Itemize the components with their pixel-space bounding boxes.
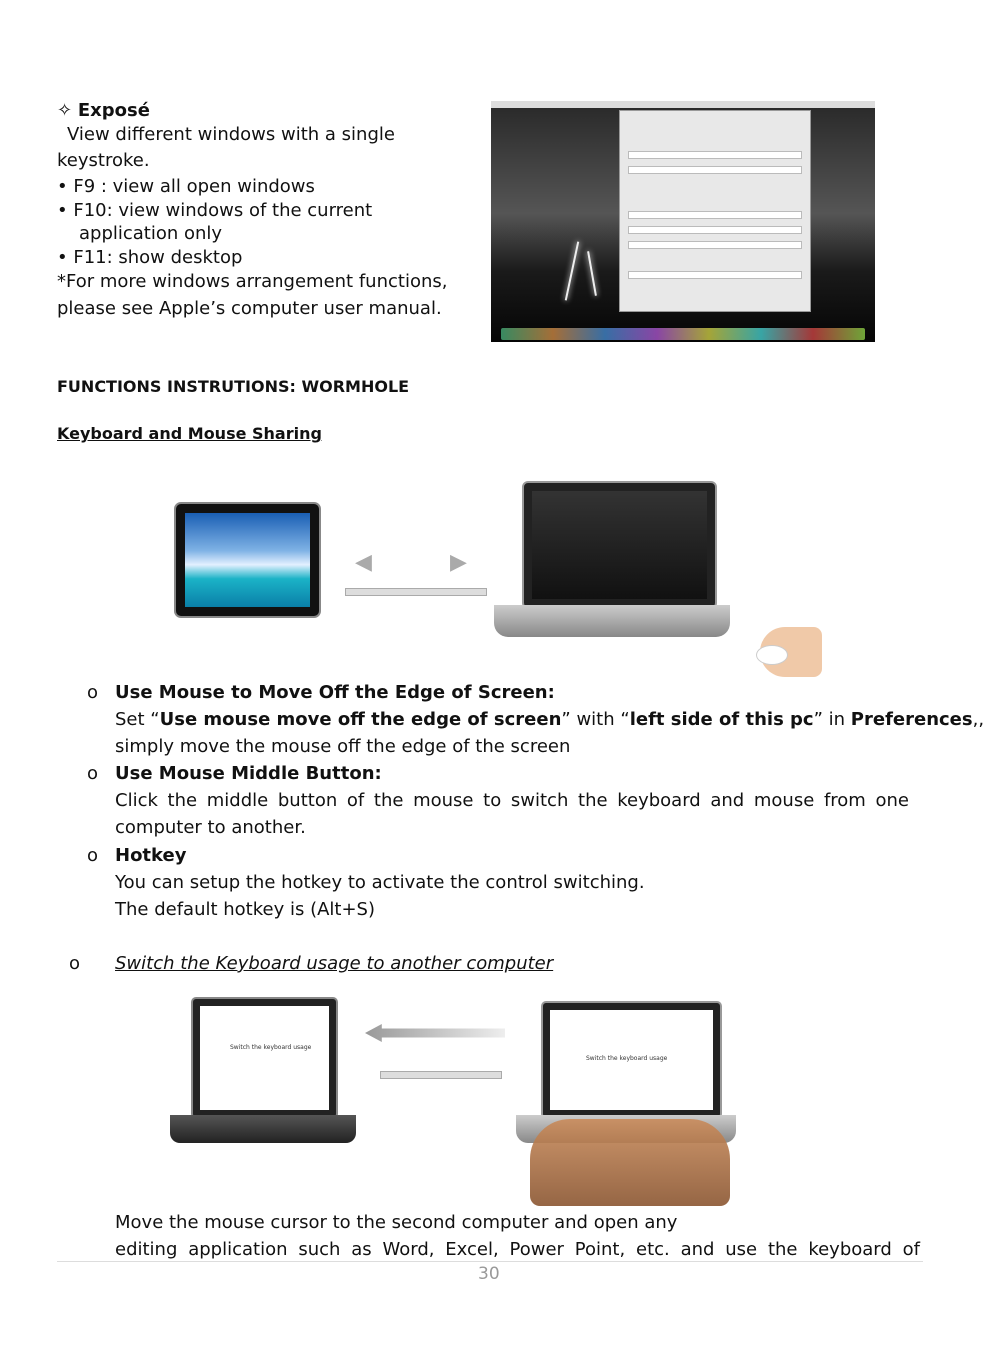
settings-row bbox=[628, 151, 802, 159]
expose-bullet-f11: • F11: show desktop bbox=[57, 247, 243, 268]
closing-line-2: editing application such as Word, Excel, Power Point, etc. and use the keyboard of bbox=[115, 1239, 920, 1260]
switch-item-title: Switch the Keyboard usage to another computer bbox=[115, 953, 554, 974]
keyboard-mouse-sharing-illustration bbox=[170, 475, 825, 678]
settings-row bbox=[628, 241, 802, 249]
text-run-bold: left side of this pc bbox=[629, 709, 814, 730]
closing-line-1: Move the mouse cursor to the second computer and open any bbox=[115, 1212, 678, 1233]
text-run: ,, bbox=[972, 709, 984, 730]
usb-cable bbox=[345, 588, 487, 596]
usb-cable bbox=[380, 1071, 502, 1079]
expose-heading bbox=[57, 99, 150, 123]
expose-bullet-f9: • F9 : view all open windows bbox=[57, 176, 315, 197]
settings-row bbox=[628, 226, 802, 234]
laptop-screen bbox=[550, 1010, 713, 1110]
section-heading: FUNCTIONS INSTRUTIONS: WORMHOLE bbox=[57, 377, 410, 396]
hand-on-mouse bbox=[760, 627, 822, 677]
footer-divider bbox=[57, 1261, 923, 1262]
mac-laptop bbox=[541, 1001, 722, 1119]
arrow-left-icon: ◀ bbox=[355, 550, 372, 575]
expose-note-line-2: please see Apple’s computer user manual. bbox=[57, 298, 442, 319]
text-run: ” in bbox=[813, 709, 851, 730]
preferences-window bbox=[619, 110, 811, 312]
expose-bullet-f10-cont: application only bbox=[79, 223, 223, 244]
item-text: Click the middle button of the mouse to switch the keyboard and mouse from one bbox=[115, 790, 909, 811]
screen-caption: Switch the keyboard usage bbox=[586, 1055, 668, 1062]
menu-bar bbox=[491, 101, 875, 108]
laptop-screen bbox=[532, 491, 707, 599]
expose-intro-line-1: View different windows with a single bbox=[67, 124, 395, 145]
arrow-right-icon: ▶ bbox=[450, 550, 467, 575]
item-title: Use Mouse to Move Off the Edge of Screen: bbox=[115, 682, 555, 703]
settings-row bbox=[628, 211, 802, 219]
item-title: Use Mouse Middle Button: bbox=[115, 763, 382, 784]
sparkle-icon: ✧ bbox=[57, 100, 73, 121]
laptop-screen bbox=[200, 1006, 329, 1110]
text-run-bold: Use mouse move off the edge of screen bbox=[159, 709, 562, 730]
bullet: o bbox=[69, 953, 81, 974]
bullet: o bbox=[87, 763, 99, 784]
expose-preferences-screenshot bbox=[491, 101, 875, 342]
subheading: Keyboard and Mouse Sharing bbox=[57, 424, 322, 443]
expose-intro-line-2: keystroke. bbox=[57, 150, 150, 171]
laptop-keyboard bbox=[170, 1115, 356, 1143]
bullet: o bbox=[87, 682, 99, 703]
laptop-keyboard bbox=[494, 605, 730, 637]
settings-row bbox=[628, 271, 802, 279]
screen-caption: Switch the keyboard usage bbox=[230, 1044, 312, 1051]
mouse-icon bbox=[756, 645, 788, 665]
windows-laptop bbox=[191, 997, 338, 1119]
keyboard-switch-illustration bbox=[170, 994, 760, 1206]
hands-typing bbox=[530, 1119, 730, 1206]
bullet: o bbox=[87, 845, 99, 866]
laptop-device bbox=[522, 481, 717, 609]
item-text: The default hotkey is (Alt+S) bbox=[115, 899, 375, 920]
tablet-device bbox=[174, 502, 321, 618]
text-run: ” with “ bbox=[561, 709, 630, 730]
item-text: computer to another. bbox=[115, 817, 306, 838]
beach-wallpaper bbox=[185, 513, 310, 607]
expose-bullet-f10: • F10: view windows of the current bbox=[57, 200, 373, 221]
item-title: Hotkey bbox=[115, 845, 187, 866]
expose-title: Exposé bbox=[77, 100, 150, 121]
item-text: You can setup the hotkey to activate the control switching. bbox=[115, 872, 645, 893]
page-number: 30 bbox=[478, 1264, 500, 1284]
text-run-bold: Preferences bbox=[850, 709, 973, 730]
settings-row bbox=[628, 166, 802, 174]
item-text bbox=[115, 708, 984, 732]
item-text: simply move the mouse off the edge of the screen bbox=[115, 736, 571, 757]
text-run: Set “ bbox=[115, 709, 160, 730]
arrow-left-icon bbox=[365, 1024, 505, 1042]
expose-note-line-1: *For more windows arrangement functions, bbox=[57, 271, 448, 292]
dock bbox=[501, 328, 865, 340]
